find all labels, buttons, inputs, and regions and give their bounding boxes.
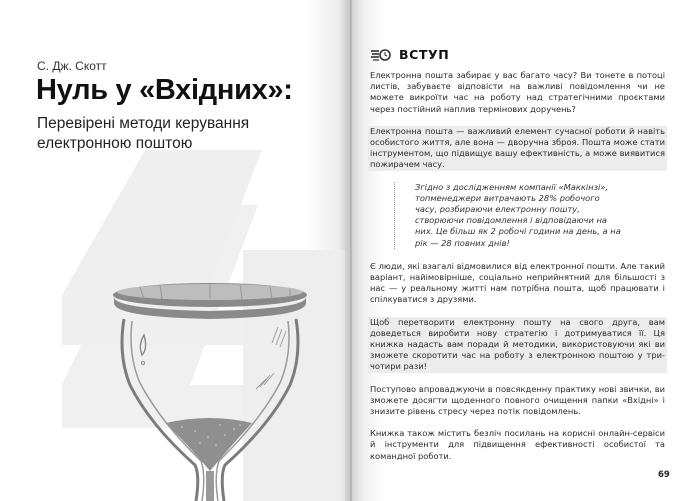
page-number: 69: [658, 470, 670, 480]
book-subtitle: Перевірені методи керування електронною поштою: [37, 115, 250, 152]
paragraph-4-highlighted: Щоб перетворити електронну пошту на свого друга, вам доведеться виробити нову стратегію і дотримуватися її. Ця книжка надасть вам поради й методики, використовуючи які ви зможете скоротити час на роботу з електронною поштою у три-чотири рази!: [370, 316, 665, 372]
section-header: [371, 47, 449, 62]
fast-clock-icon: [371, 49, 391, 61]
paragraph-5: Поступово впроваджуючи в повсякденну практику нові звички, ви зможете досягти щоденного повного очищення папки «Вхідні» і знизите рівень стресу через потік повідомлень.: [370, 383, 665, 417]
book-author: С. Дж. Скотт: [37, 59, 107, 73]
page-body: [370, 70, 665, 473]
book-title: Нуль у «Вхідних»:: [36, 74, 293, 106]
paragraph-1: Електронна пошта забирає у вас багато часу? Ви тонете в потоці листів, забуваєте відповісти на важливі повідомлення чи не можете викроїти час на роботу над стратегічними проєктами через постійний наплив термінових доручень?: [370, 70, 665, 114]
section-title: ВСТУП: [399, 47, 450, 62]
paragraph-2-highlighted: Електронна пошта — важливий елемент сучасної роботи й навіть особистого життя, але вона — дворучна зброя. Пошта може стати інструментом, що підвищує вашу ефективність, а може виявитися пожирачем часу.: [370, 125, 665, 170]
right-page: [350, 0, 700, 501]
paragraph-6: Книжка також містить безліч посилань на корисні онлайн-сервіси й інструменти для підвищення ефективності особистої та командної роботи.: [370, 428, 665, 461]
paragraph-3: Є люди, які взагалі відмовилися від електронної пошти. Але такий варіант, найімовірніше, соціально неприйнятний для більшості з нас — у реальному житті нам потрібна пошта, щоб працювати і спілкуватися з друзями.: [370, 260, 665, 305]
quote-block: Згідно з дослідженням компанії «Маккінзі», топменеджери витрачають 28% робочого часу, розбираючи електронну пошту, створюючи повідомлення і відповідаючи на них. Це більш як 2 робочі години на день, а на рік — 28 повних днів!: [394, 182, 624, 249]
hourglass-icon: [100, 275, 315, 501]
